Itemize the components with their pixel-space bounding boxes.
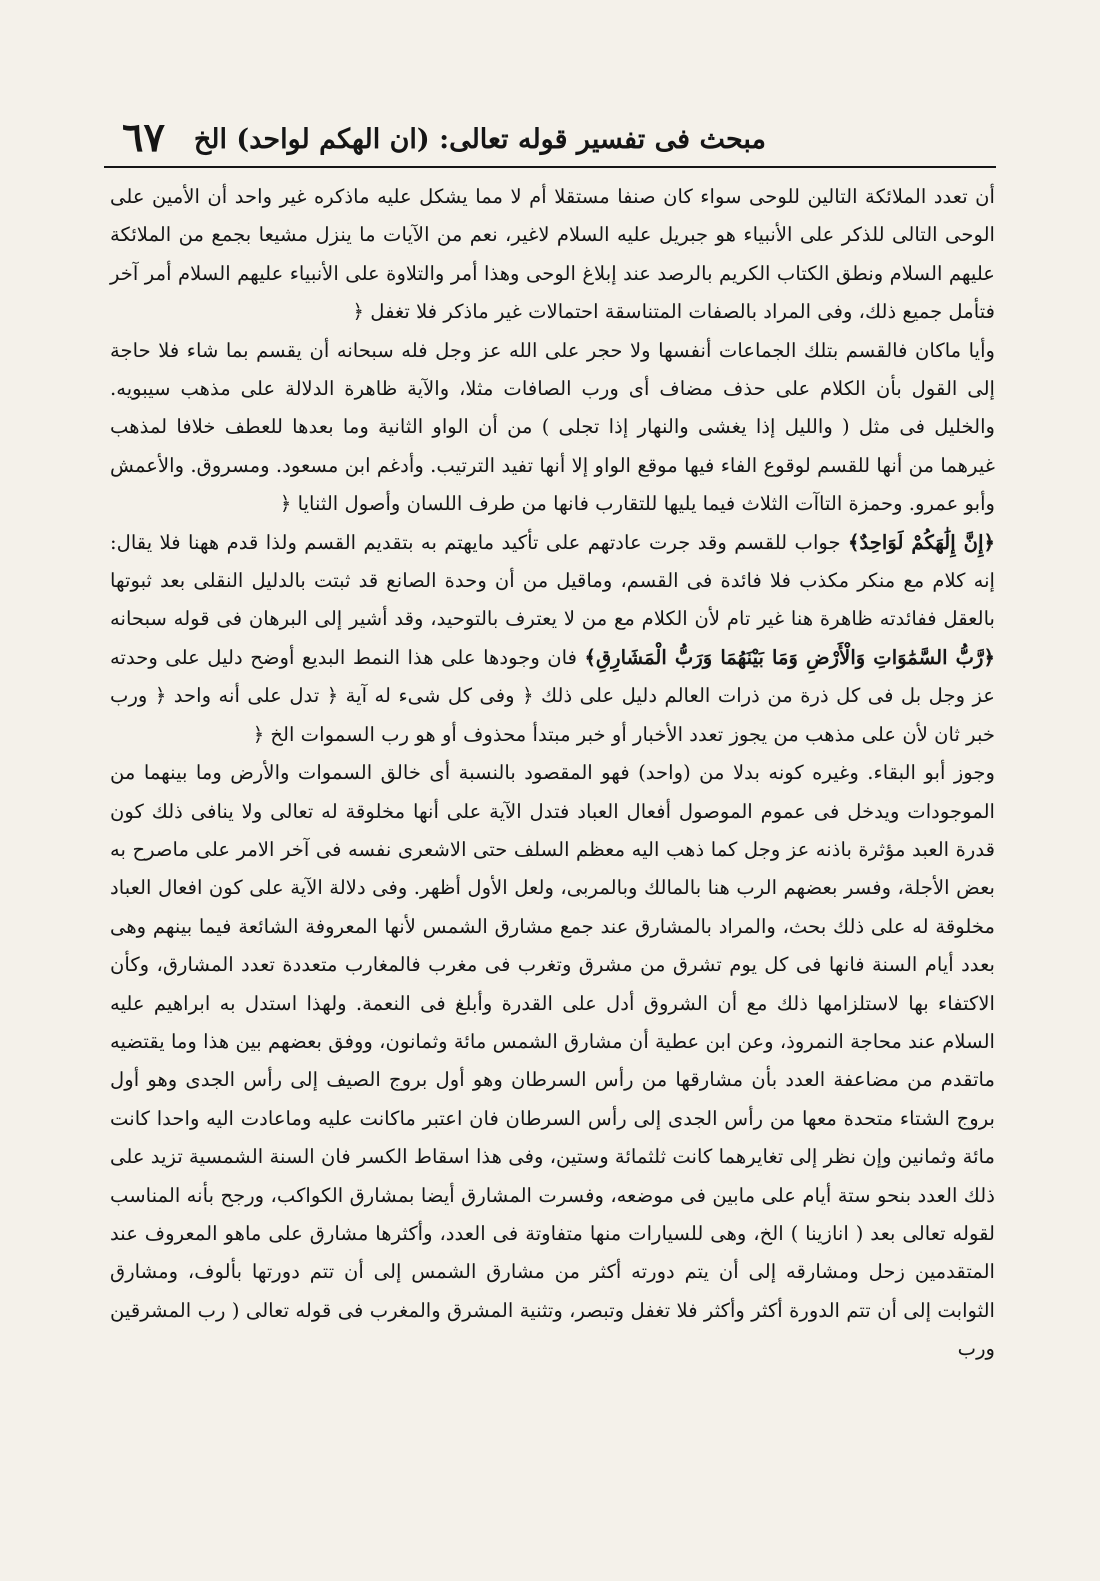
paragraph-text: أن تعدد الملائكة التالين للوحى سواء كان صنفا مستقلا أم لا مما يشكل عليه ماذكره غير واحد أن الأمين على الوحى التالى للذكر على الأنبياء هو جبريل عليه السلام لاغير، نعم من الآيات ما ينزل مشيعا بجمع من الملائكة عليهم السلام ونطق الكتاب الكريم بالرصد عند إبلاغ الوحى وهذا أمر والتلاوة على الأنبياء عليهم السلام أمر آخر فتأمل جميع ذلك، وفى المراد بالصفات المتناسقة احتمالات غير ماذكر فلا تغفل ﴿ bbox=[110, 185, 995, 324]
page-header bbox=[108, 110, 996, 170]
paragraph-text: وجوز أبو البقاء. وغيره كونه بدلا من (واحد) فهو المقصود بالنسبة أى خالق السموات والأرض وما بينهما من الموجودات ويدخل فى عموم الموصول أفعال العباد فتدل الآية على أنها مخلوقة له تعالى ولا ينافى ذلك كون قدرة العبد مؤثرة باذنه عز وجل كما ذهب اليه معظم السلف حتى الاشعرى نفسه فى آخر الامر على ماصرح به بعض الأجلة، وفسر بعضهم الرب هنا بالمالك وبالمربى، ولعل الأول أظهر. وفى دلالة الآية على كون افعال العباد مخلوقة له على ذلك بحث، والمراد بالمشارق عند جمع مشارق الشمس لأنها المعروفة الشائعة فيما بينهم وهى بعدد أيام السنة فانها فى كل يوم تشرق من مشرق وتغرب فى مغرب فالمغارب متعددة تعدد المشارق، وكأن الاكتفاء بها لاستلزامها ذلك مع أن الشروق أدل على القدرة وأبلغ فى النعمة. ولهذا استدل به ابراهيم عليه السلام عند محاجة النمروذ، وعن ابن عطية أن مشارق الشمس مائة وثمانون، ووفق بعضهم بين هذا وما يقتضيه ماتقدم من مضاعفة العدد بأن مشارقها من رأس السرطان وهو أول بروج الصيف إلى رأس الجدى وهو أول بروج الشتاء متحدة معها من رأس الجدى إلى رأس السرطان فان اعتبر ماكانت عليه وماعادت اليه واحدا كانت مائة وثمانين وإن نظر إلى تغايرهما كانت ثلثمائة وستين، وفى هذا اسقاط الكسر فان السنة الشمسية تزيد على ذلك العدد بنحو ستة أيام على مابين فى موضعه، وفسرت المشارق أيضا بمشارق الكواكب، ورجح بأنه المناسب لقوله تعالى بعد ( انازينا ) الخ، وهى للسيارات منها متفاوتة فى العدد، وأكثرها مشارق على ماهو المعروف عند المتقدمين زحل ومشارقه إلى أن يتم دورته أكثر من مشارق الشمس إلى أن تتم دورتها بألوف، ومشارق الثوابت إلى أن تتم الدورة أكثر وأكثر فلا تغفل وتبصر، وتثنية المشرق والمغرب فى قوله تعالى ( رب المشرقين ورب bbox=[110, 761, 995, 1361]
paragraph bbox=[110, 332, 995, 524]
paragraph bbox=[110, 178, 995, 332]
quran-verse: ﴿إِنَّ إِلَٰهَكُمْ لَوَاحِدٌ﴾ bbox=[848, 530, 995, 554]
paragraph bbox=[110, 524, 995, 754]
header-rule bbox=[104, 166, 996, 168]
running-title: مبحث فى تفسير قوله تعالى: (ان الهكم لواحد) الخ bbox=[193, 124, 766, 155]
quran-verse: ﴿رَّبُّ السَّمَٰوَاتِ وَالْأَرْضِ وَمَا بَيْنَهُمَا وَرَبُّ الْمَشَارِقِ﴾ bbox=[584, 645, 995, 669]
page-number: ٦٧ bbox=[122, 114, 165, 161]
body-text bbox=[110, 178, 995, 1369]
paragraph-text: فان وجودها على هذا النمط البديع أوضح دليل على وحدته عز وجل بل فى كل ذرة من ذرات العالم دليل على ذلك ﴿ وفى كل شىء له آية ﴿ تدل على أنه واحد ﴿ ورب خبر ثان لأن على مذهب من يجوز تعدد الأخبار أو خبر مبتدأ محذوف أو هو رب السموات الخ ﴿ bbox=[110, 645, 995, 746]
paragraph-text: جواب للقسم وقد جرت عادتهم على تأكيد مايهتم به بتقديم القسم ولذا قدم ههنا فلا يقال: إنه كلام مع منكر مكذب فلا فائدة فى القسم، وماقيل من أن وحدة الصانع قد ثبتت بالدليل النقلى بعد ثبوتها بالعقل ففائدته ظاهرة هنا غير تام لأن الكلام مع من لا يعترف بالتوحيد، وقد أشير إلى البرهان فى قوله سبحانه bbox=[110, 530, 995, 631]
paragraph bbox=[110, 754, 995, 1369]
paragraph-text: وأيا ماكان فالقسم بتلك الجماعات أنفسها ولا حجر على الله عز وجل فله سبحانه أن يقسم بما شاء فلا حاجة إلى القول بأن الكلام على حذف مضاف أى ورب الصافات مثلا، والآية ظاهرة الدلالة على مذهب سيبويه. والخليل فى مثل ( والليل إذا يغشى والنهار إذا تجلى ) من أن الواو الثانية وما بعدها للعطف خلافا لمذهب غيرهما من أنها للقسم لوقوع الفاء فيها موقع الواو إلا أنها تفيد الترتيب. وأدغم ابن مسعود. ومسروق. والأعمش وأبو عمرو. وحمزة التاآت الثلاث فيما يليها للتقارب فانها من طرف اللسان وأصول الثنايا ﴿ bbox=[110, 338, 995, 516]
